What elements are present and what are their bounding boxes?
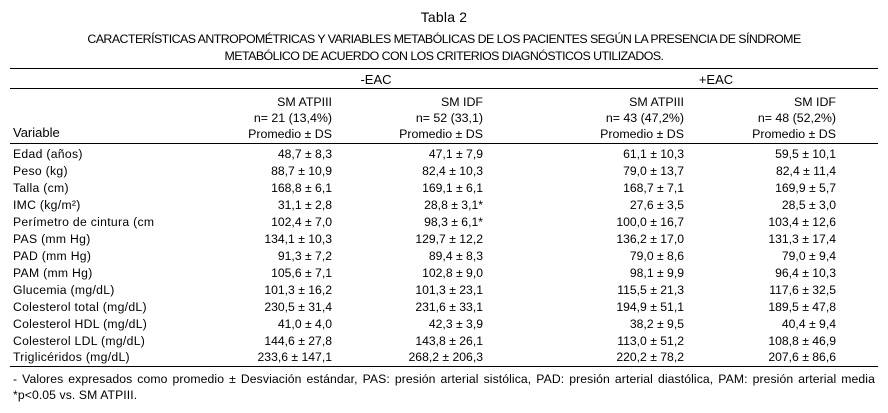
cell-value: 105,6 ± 7,1 — [271, 266, 332, 280]
bottom-rule — [10, 366, 878, 367]
cell-value: 169,1 ± 6,1 — [422, 181, 483, 195]
cell-value: 101,3 ± 16,2 — [264, 283, 332, 297]
cell-value: 88,7 ± 10,9 — [271, 164, 332, 178]
column-n: n= 48 (52,2%) — [757, 111, 836, 125]
cell-value: 42,3 ± 3,9 — [428, 317, 483, 331]
column-n: n= 43 (47,2%) — [605, 111, 684, 125]
column-header-4 — [752, 94, 836, 142]
column-name: SM IDF — [794, 95, 836, 109]
table-row — [0, 333, 888, 349]
cell-value: 79,0 ± 13,7 — [623, 164, 684, 178]
column-name: SM IDF — [441, 95, 483, 109]
cell-value: 102,4 ± 7,0 — [271, 215, 332, 229]
cell-value: 98,3 ± 6,1* — [424, 215, 483, 229]
group-header-minus-eac: -EAC — [360, 72, 392, 87]
top-rule — [10, 68, 878, 69]
row-label: Glucemia (mg/dL) — [13, 283, 115, 297]
cell-value: 89,4 ± 8,3 — [428, 249, 483, 263]
cell-value: 82,4 ± 11,4 — [776, 164, 836, 178]
table-row — [0, 299, 888, 315]
variable-column-header: Variable — [13, 125, 60, 140]
row-label: Colesterol total (mg/dL) — [13, 300, 147, 314]
row-label: Colesterol HDL (mg/dL) — [13, 317, 148, 331]
cell-value: 41,0 ± 4,0 — [277, 317, 332, 331]
group-header-plus-eac: +EAC — [698, 72, 734, 87]
cell-value: 207,6 ± 86,6 — [768, 350, 836, 364]
table-title-line-2: METABÓLICO DE ACUERDO CON LOS CRITERIOS DIAGNÓSTICOS UTILIZADOS. — [224, 49, 664, 63]
cell-value: 129,7 ± 12,2 — [415, 232, 483, 246]
column-stat: Promedio ± DS — [399, 127, 483, 141]
row-label: Triglicéridos (mg/dL) — [13, 350, 130, 364]
column-name: SM ATPIII — [277, 95, 332, 109]
cell-value: 27,6 ± 3,5 — [629, 198, 684, 212]
cell-value: 108,8 ± 46,9 — [768, 334, 836, 348]
cell-value: 131,3 ± 17,4 — [768, 232, 836, 246]
cell-value: 48,7 ± 8,3 — [277, 147, 332, 161]
cell-value: 169,9 ± 5,7 — [775, 181, 836, 195]
row-label: Talla (cm) — [13, 181, 69, 195]
table-row — [0, 197, 888, 213]
cell-value: 268,2 ± 206,3 — [408, 350, 483, 364]
cell-value: 220,2 ± 78,2 — [616, 350, 684, 364]
row-label: Perímetro de cintura (cm — [13, 215, 155, 229]
cell-value: 168,7 ± 7,1 — [623, 181, 684, 195]
cell-value: 61,1 ± 10,3 — [623, 147, 684, 161]
cell-value: 134,1 ± 10,3 — [264, 232, 332, 246]
row-label: Peso (kg) — [13, 164, 68, 178]
cell-value: 91,3 ± 7,2 — [277, 249, 332, 263]
row-label: PAD (mm Hg) — [13, 249, 92, 263]
cell-value: 79,0 ± 8,6 — [629, 249, 684, 263]
header-rule — [10, 143, 878, 144]
cell-value: 194,9 ± 51,1 — [616, 300, 684, 314]
cell-value: 113,0 ± 51,2 — [617, 334, 684, 348]
cell-value: 31,1 ± 2,8 — [277, 198, 332, 212]
cell-value: 100,0 ± 16,7 — [616, 215, 684, 229]
cell-value: 230,5 ± 31,4 — [264, 300, 332, 314]
table-number: Tabla 2 — [420, 9, 468, 25]
table-row — [0, 231, 888, 247]
row-label: Colesterol LDL (mg/dL) — [13, 334, 146, 348]
cell-value: 98,1 ± 9,9 — [629, 266, 684, 280]
column-stat: Promedio ± DS — [248, 127, 332, 141]
cell-value: 103,4 ± 12,6 — [768, 215, 836, 229]
cell-value: 233,6 ± 147,1 — [257, 350, 332, 364]
cell-value: 136,2 ± 17,0 — [616, 232, 684, 246]
cell-value: 101,3 ± 23,1 — [415, 283, 483, 297]
table-row — [0, 163, 888, 179]
cell-value: 143,8 ± 26,1 — [415, 334, 483, 348]
column-name: SM ATPIII — [629, 95, 684, 109]
row-label: PAS (mm Hg) — [13, 232, 91, 246]
cell-value: 28,5 ± 3,0 — [781, 198, 836, 212]
row-label: Edad (años) — [13, 147, 83, 161]
column-header-2 — [399, 94, 483, 142]
row-label: PAM (mm Hg) — [13, 266, 93, 280]
group-rule — [10, 88, 878, 89]
cell-value: 82,4 ± 10,3 — [422, 164, 483, 178]
column-stat: Promedio ± DS — [752, 127, 836, 141]
cell-value: 117,6 ± 32,5 — [769, 283, 836, 297]
column-stat: Promedio ± DS — [600, 127, 684, 141]
cell-value: 47,1 ± 7,9 — [428, 147, 483, 161]
cell-value: 28,8 ± 3,1* — [424, 198, 483, 212]
column-header-1 — [248, 94, 332, 142]
table-row — [0, 214, 888, 230]
cell-value: 40,4 ± 9,4 — [781, 317, 836, 331]
cell-value: 59,5 ± 10,1 — [775, 147, 836, 161]
table-row — [0, 349, 888, 365]
table-row — [0, 180, 888, 196]
table-footnote: - Valores expresados como promedio ± Desviación estándar, PAS: presión arterial sistólica, PAD: presión arterial diastólica, PAM: presión arterial media *p<0.05 vs. SM ATPIII. — [13, 372, 875, 402]
cell-value: 144,6 ± 27,8 — [264, 334, 332, 348]
cell-value: 79,0 ± 9,4 — [781, 249, 836, 263]
cell-value: 96,4 ± 10,3 — [775, 266, 836, 280]
table-row — [0, 282, 888, 298]
cell-value: 38,2 ± 9,5 — [629, 317, 684, 331]
table-row — [0, 265, 888, 281]
column-n: n= 21 (13,4%) — [253, 111, 332, 125]
cell-value: 189,5 ± 47,8 — [768, 300, 836, 314]
cell-value: 168,8 ± 6,1 — [271, 181, 332, 195]
table-row — [0, 146, 888, 162]
cell-value: 102,8 ± 9,0 — [422, 266, 483, 280]
table-row — [0, 248, 888, 264]
column-header-3 — [600, 94, 684, 142]
table-title-line-1: CARACTERÍSTICAS ANTROPOMÉTRICAS Y VARIABLES METABÓLICAS DE LOS PACIENTES SEGÚN LA PRESENCIA DE SÍNDROME — [87, 32, 801, 46]
cell-value: 231,6 ± 33,1 — [415, 300, 483, 314]
cell-value: 115,5 ± 21,3 — [617, 283, 684, 297]
column-n: n= 52 (33,1) — [415, 111, 483, 125]
table-row — [0, 316, 888, 332]
row-label: IMC (kg/m²) — [13, 198, 81, 212]
